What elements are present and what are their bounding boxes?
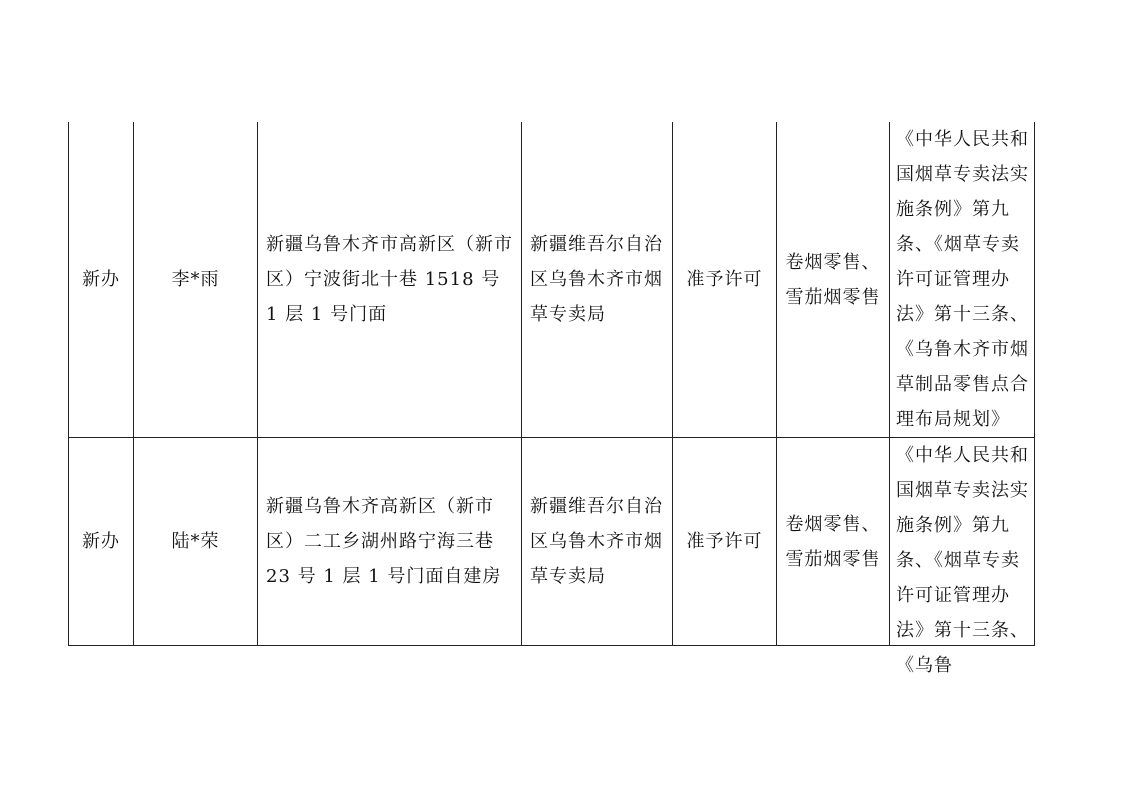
applicant-name-cell: 陆*荣: [134, 438, 258, 646]
legal-basis-cell: [890, 122, 1035, 438]
decision-cell: 准予许可: [673, 122, 777, 438]
address-cell: 新疆乌鲁木齐高新区（新市区）二工乡湖州路宁海三巷 23 号 1 层 1 号门面自建房: [258, 438, 522, 646]
legal-basis-text: 《中华人民共和国烟草专卖法实施条例》第九条、《烟草专卖许可证管理办法》第十三条、《乌鲁木齐市烟草制品零售点合理布局规划》: [896, 129, 1029, 430]
table-row: [69, 438, 1035, 646]
application-type-cell: 新办: [69, 438, 134, 646]
address-cell: 新疆乌鲁木齐市高新区（新市区）宁波街北十巷 1518 号 1 层 1 号门面: [258, 122, 522, 438]
business-scope-cell: 卷烟零售、雪茄烟零售: [777, 438, 890, 646]
authority-cell: 新疆维吾尔自治区乌鲁木齐市烟草专卖局: [522, 122, 673, 438]
decision-cell: 准予许可: [673, 438, 777, 646]
business-scope-cell: 卷烟零售、雪茄烟零售: [777, 122, 890, 438]
table-row: [69, 122, 1035, 438]
authority-cell: 新疆维吾尔自治区乌鲁木齐市烟草专卖局: [522, 438, 673, 646]
legal-basis-text: 《中华人民共和国烟草专卖法实施条例》第九条、《烟草专卖许可证管理办法》第十三条、《乌鲁: [896, 445, 1029, 676]
legal-basis-cell: [890, 438, 1035, 676]
license-table: [68, 122, 1035, 676]
applicant-name-cell: 李*雨: [134, 122, 258, 438]
application-type-cell: 新办: [69, 122, 134, 438]
